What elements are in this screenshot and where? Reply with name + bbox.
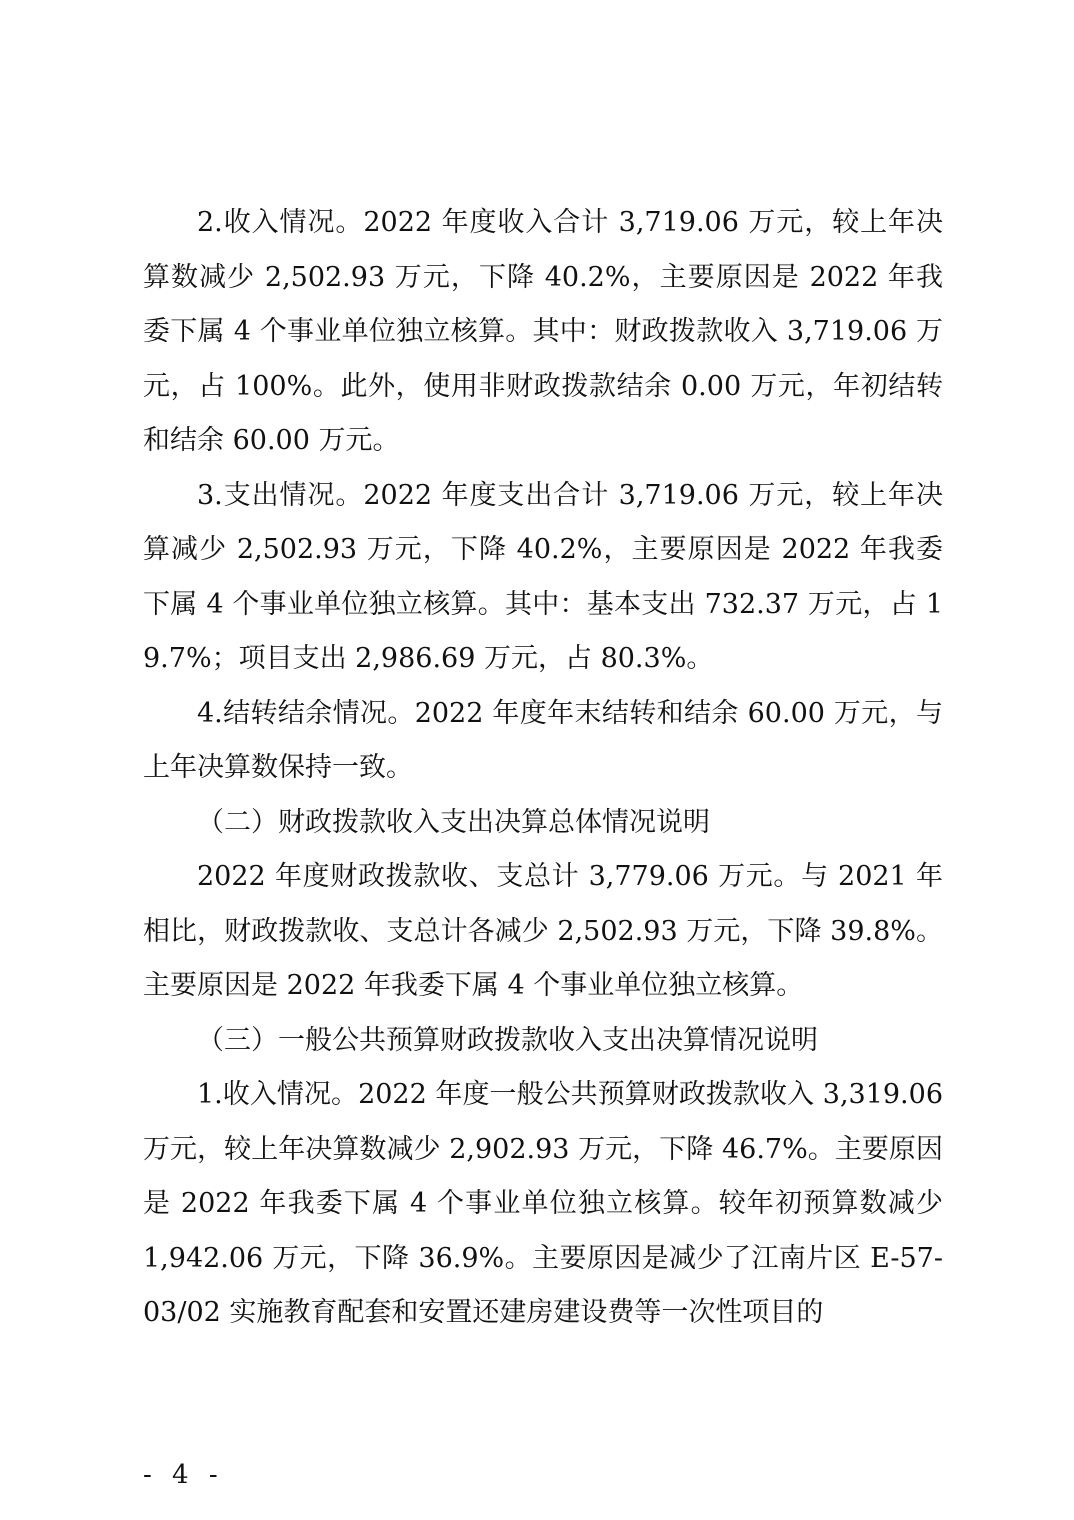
section-three-heading: （三）一般公共预算财政拨款收入支出决算情况说明 <box>197 1024 818 1056</box>
paragraph-expenditure: 3.支出情况。2022 年度支出合计 3,719.06 万元，较上年决算减少 2,502.93 万元，下降 40.2%，主要原因是 2022 年我委下属 4 个事业单位独立核算。其中：基本支出 732.37 万元，占 19.7%；项目支出 2,986.69 万元，占 80.3%。 <box>143 479 943 674</box>
document-body <box>143 196 943 1341</box>
section-two-heading: （二）财政拨款收入支出决算总体情况说明 <box>197 806 710 838</box>
paragraph-carryover: 4.结转结余情况。2022 年度年末结转和结余 60.00 万元，与上年决算数保持一致。 <box>143 697 943 783</box>
section-three-body: 1.收入情况。2022 年度一般公共预算财政拨款收入 3,319.06 万元，较上年决算数减少 2,902.93 万元，下降 46.7%。主要原因是 2022 年我委下属 4 个事业单位独立核算。较年初预算数减少 1,942.06 万元，下降 36.9%。主要原因是减少了江南片区 E-57-03/02 实施教育配套和安置还建房建设费等一次性项目的 <box>143 1079 943 1328</box>
paragraph-income: 2.收入情况。2022 年度收入合计 3,719.06 万元，较上年决算数减少 2,502.93 万元，下降 40.2%，主要原因是 2022 年我委下属 4 个事业单位独立核算。其中：财政拨款收入 3,719.06 万元，占 100%。此外，使用非财政拨款结余 0.00 万元，年初结转和结余 60.00 万元。 <box>143 207 943 456</box>
section-two-body: 2022 年度财政拨款收、支总计 3,779.06 万元。与 2021 年相比，财政拨款收、支总计各减少 2,502.93 万元，下降 39.8%。主要原因是 2022 年我委下属 4 个事业单位独立核算。 <box>143 861 943 1001</box>
page-number: - 4 - <box>143 1460 224 1490</box>
